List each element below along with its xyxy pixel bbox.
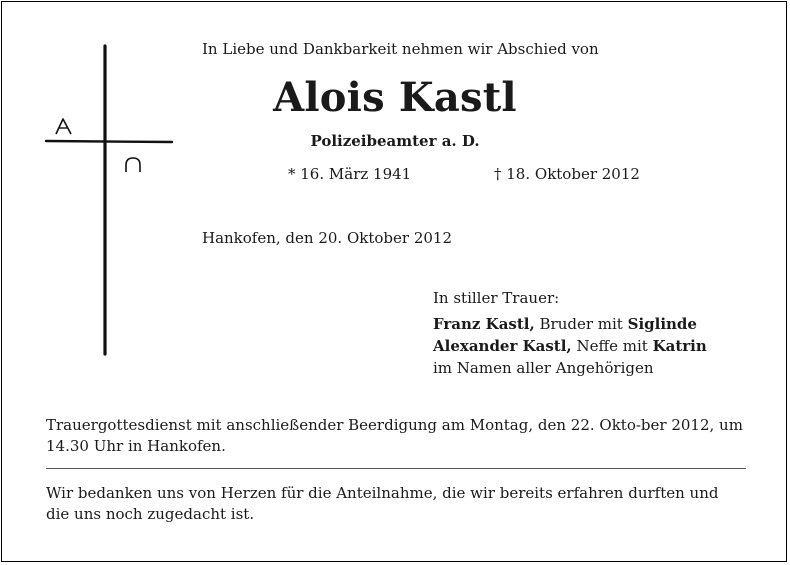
mourner-relation: Neffe mit — [576, 337, 648, 355]
mourner-name: Franz Kastl, — [433, 315, 535, 333]
deceased-title: Polizeibeamter a. D. — [310, 132, 480, 150]
mourner-relation: Bruder mit — [539, 315, 623, 333]
mourning-closing: im Namen aller Angehörigen — [433, 359, 654, 377]
death-date: † 18. Oktober 2012 — [494, 165, 640, 183]
omega-icon — [126, 158, 140, 172]
mourner-partner: Siglinde — [627, 315, 697, 333]
divider — [46, 468, 746, 469]
mourner-row-2 — [433, 335, 707, 357]
birth-date: * 16. März 1941 — [288, 165, 412, 183]
mourner-name: Alexander Kastl, — [433, 337, 572, 355]
funeral-service-text: Trauergottesdienst mit anschließender Beerdigung am Montag, den 22. Okto-ber 2012, um 14.30 Uhr in Hankofen. — [46, 416, 743, 455]
thanks-text: Wir bedanken uns von Herzen für die Anteilnahme, die wir bereits erfahren durften und die uns noch zugedacht ist. — [46, 484, 719, 523]
mourner-partner: Katrin — [652, 337, 707, 355]
mourner-row-1 — [433, 313, 697, 335]
place-and-date: Hankofen, den 20. Oktober 2012 — [202, 229, 452, 247]
deceased-name: Alois Kastl — [273, 74, 517, 121]
obituary-notice — [1, 1, 787, 562]
intro-line: In Liebe und Dankbarkeit nehmen wir Abschied von — [202, 40, 599, 58]
mourning-heading: In stiller Trauer: — [433, 289, 560, 307]
